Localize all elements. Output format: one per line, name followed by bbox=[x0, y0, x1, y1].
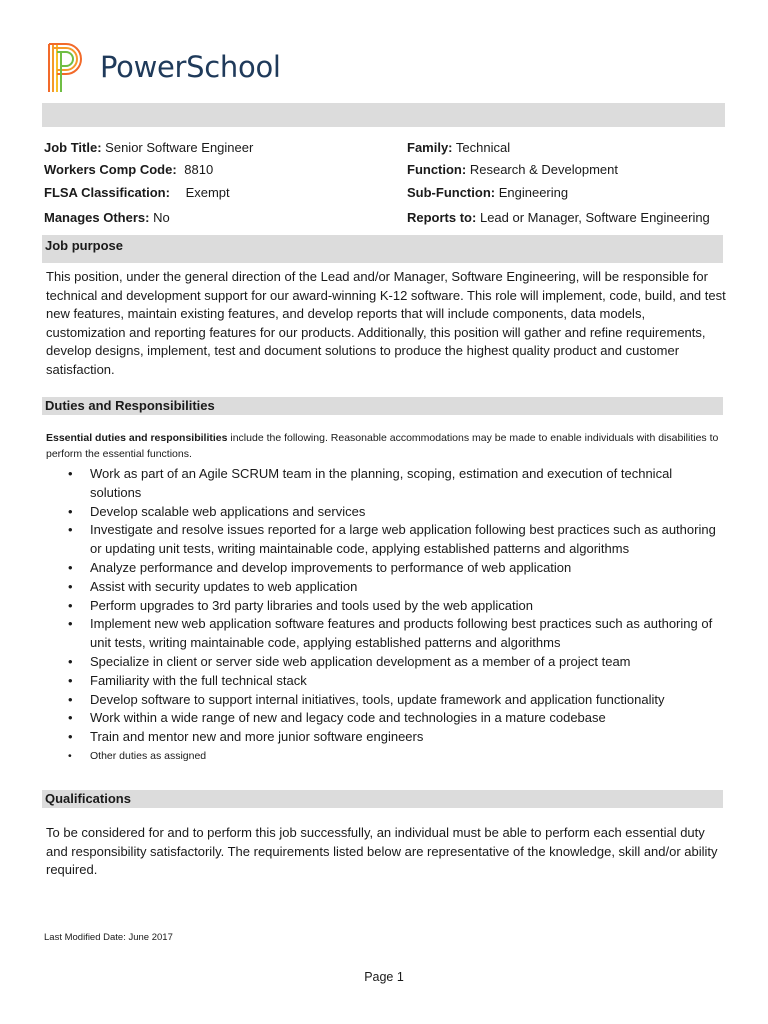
flsa-label: FLSA Classification: bbox=[44, 185, 170, 200]
reports-label: Reports to: bbox=[407, 210, 477, 225]
manages-value: No bbox=[153, 210, 170, 225]
list-item: • Investigate and resolve issues reported for a large web application following best practices such as authoring or updating unit tests, writing maintainable code, applying established patterns and algorithms bbox=[68, 522, 716, 557]
family-value: Technical bbox=[455, 140, 511, 155]
last-modified-date: Last Modified Date: June 2017 bbox=[44, 932, 173, 943]
comp-code-row bbox=[44, 162, 213, 178]
job-title-label: Job Title: bbox=[44, 140, 102, 155]
list-item: • Other duties as assigned bbox=[46, 747, 726, 766]
list-item: • Implement new web application software features and products following best practices such as authoring of unit tests, writing maintainable code, applying established patterns and algorithms bbox=[68, 616, 713, 651]
list-item: • Familiarity with the full technical stack bbox=[46, 672, 726, 691]
job-title-row bbox=[44, 140, 253, 156]
function-row bbox=[407, 162, 618, 178]
brand-name: PowerSchool bbox=[100, 50, 281, 84]
list-item: • Train and mentor new and more junior software engineers bbox=[46, 728, 726, 747]
bullet-icon: • bbox=[68, 729, 73, 745]
manages-label: Manages Others: bbox=[44, 210, 150, 225]
list-item: • Work within a wide range of new and legacy code and technologies in a mature codebase bbox=[46, 709, 726, 728]
bullet-icon: • bbox=[68, 559, 73, 575]
comp-code-value: 8810 bbox=[184, 162, 214, 177]
duties-heading: Duties and Responsibilities bbox=[42, 397, 723, 415]
bullet-icon: • bbox=[68, 597, 73, 613]
reports-row bbox=[407, 210, 710, 226]
duties-intro-bold: Essential duties and responsibilities bbox=[46, 432, 228, 444]
powerschool-logo bbox=[44, 40, 281, 94]
qualifications-heading: Qualifications bbox=[42, 790, 723, 808]
qualifications-text: To be considered for and to perform this job successfully, an individual must be able to perform each essential duty and responsibility satisfactorily. The requirements listed below are representative of the knowledge, skill and/or ability required. bbox=[46, 825, 718, 877]
bullet-icon: • bbox=[68, 503, 73, 519]
bullet-icon: • bbox=[68, 522, 73, 538]
bullet-icon: • bbox=[68, 653, 73, 669]
subfunction-row bbox=[407, 185, 568, 201]
bullet-icon: • bbox=[68, 749, 72, 762]
duties-list bbox=[46, 465, 726, 766]
job-title-value: Senior Software Engineer bbox=[105, 140, 254, 155]
subfunction-label: Sub-Function: bbox=[407, 185, 496, 200]
list-item: • Work as part of an Agile SCRUM team in the planning, scoping, estimation and execution of technical solutions bbox=[68, 466, 673, 500]
page-number: Page 1 bbox=[364, 970, 404, 984]
reports-value: Lead or Manager, Software Engineering bbox=[479, 210, 710, 225]
flsa-value: Exempt bbox=[185, 185, 230, 200]
bullet-icon: • bbox=[68, 672, 73, 688]
subfunction-value: Engineering bbox=[498, 185, 569, 200]
header-bar bbox=[42, 103, 725, 127]
powerschool-logo-icon bbox=[44, 40, 86, 94]
bullet-icon: • bbox=[68, 616, 73, 632]
bullet-icon: • bbox=[68, 710, 73, 726]
function-label: Function: bbox=[407, 162, 467, 177]
list-item: • Analyze performance and develop improvements to performance of web application bbox=[46, 559, 726, 578]
duties-intro bbox=[46, 430, 726, 462]
list-item: • Develop software to support internal initiatives, tools, update framework and application functionality bbox=[46, 691, 726, 710]
comp-code-label: Workers Comp Code: bbox=[44, 162, 177, 177]
list-item: • Develop scalable web applications and services bbox=[46, 503, 726, 522]
list-item: • Perform upgrades to 3rd party libraries and tools used by the web application bbox=[46, 597, 726, 616]
family-label: Family: bbox=[407, 140, 453, 155]
bullet-icon: • bbox=[68, 578, 73, 594]
bullet-icon: • bbox=[68, 466, 73, 481]
family-row bbox=[407, 140, 510, 156]
list-item: • Specialize in client or server side web application development as a member of a project team bbox=[46, 653, 726, 672]
list-item: • Assist with security updates to web application bbox=[46, 578, 726, 597]
manages-row bbox=[44, 210, 170, 226]
bullet-icon: • bbox=[68, 691, 73, 707]
function-value: Research & Development bbox=[469, 162, 618, 177]
job-purpose-heading: Job purpose bbox=[42, 235, 723, 263]
job-purpose-text: This position, under the general direction of the Lead and/or Manager, Software Engineering, will be responsible for technical and development support for our award-winning K-12 software. This role will implement, code, build, and test new features, maintain existing features, and develop reports that will include components, data models, customization and reporting features for our products. Additionally, this position will gather and refine requirements, develop designs, implement, test and document solutions to produce the highest quality product and customer satisfaction. bbox=[46, 269, 726, 377]
duties-intro-rest: include the following. Reasonable accommodations may be made to enable individuals with disabilities to perform the essential functions. bbox=[46, 432, 719, 460]
flsa-row bbox=[44, 185, 230, 201]
